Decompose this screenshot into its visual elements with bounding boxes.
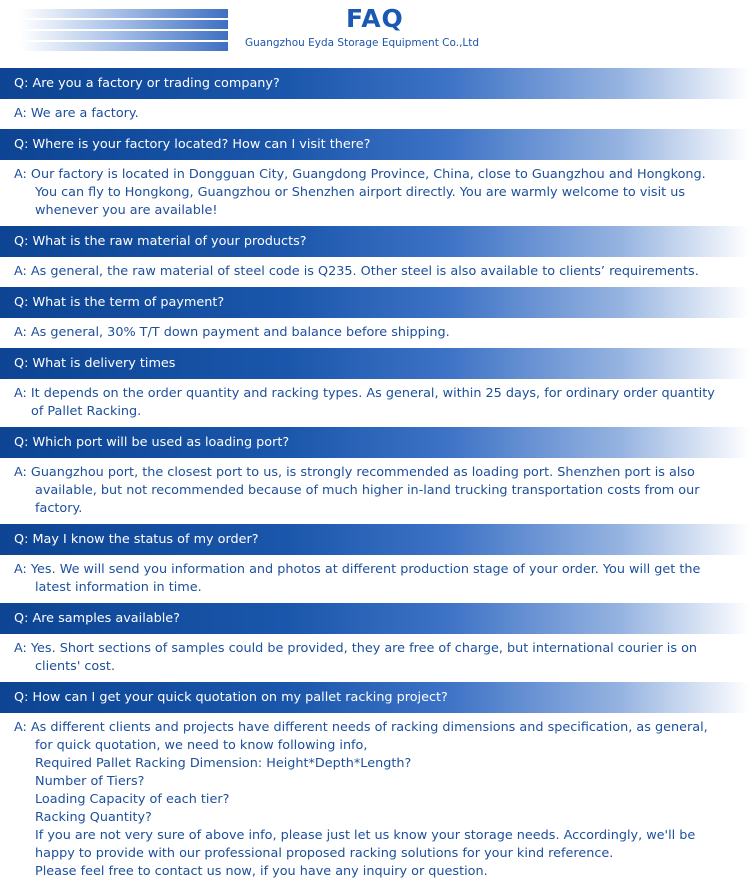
faq-question: Q: How can I get your quick quotation on my pallet racking project? <box>0 682 750 713</box>
answer-line: happy to provide with our professional proposed racking solutions for your kind reference. <box>35 846 614 861</box>
answer-line: Racking Quantity? <box>35 810 152 825</box>
answer-line: A: As general, the raw material of steel code is Q235. Other steel is also available to clients’ requirements. <box>14 264 699 279</box>
faq-answer <box>0 634 750 682</box>
faq-question: Q: What is the term of payment? <box>0 287 750 318</box>
answer-line: A: Yes. Short sections of samples could be provided, they are free of charge, but international courier is on <box>14 641 698 656</box>
answer-line: available, but not recommended because of much higher in-land trucking transportation costs from our <box>35 483 700 498</box>
faq-question: Q: Are you a factory or trading company? <box>0 68 750 99</box>
faq-question: Q: May I know the status of my order? <box>0 524 750 555</box>
answer-line: Loading Capacity of each tier? <box>35 792 230 807</box>
answer-line: of Pallet Racking. <box>31 404 142 419</box>
company-name: Guangzhou Eyda Storage Equipment Co.,Ltd <box>245 37 480 49</box>
faq-question: Q: Are samples available? <box>0 603 750 634</box>
answer-line: If you are not very sure of above info, please just let us know your storage needs. Accordingly, we'll be <box>35 828 696 843</box>
faq-question: Q: What is the raw material of your products? <box>0 226 750 257</box>
faq-answer <box>0 257 750 287</box>
faq-question: Q: Where is your factory located? How can I visit there? <box>0 129 750 160</box>
answer-line: factory. <box>35 501 83 516</box>
header-decor-bar <box>20 31 228 40</box>
answer-line: A: Our factory is located in Dongguan City, Guangdong Province, China, close to Guangzhou and Hongkong. <box>14 167 706 182</box>
faq-answer <box>0 379 750 427</box>
faq-question: Q: What is delivery times <box>0 348 750 379</box>
answer-line: latest information in time. <box>35 580 202 595</box>
faq-answer <box>0 555 750 603</box>
faq-list <box>0 68 750 887</box>
header-decor-bar <box>20 20 228 29</box>
answer-line: A: We are a factory. <box>14 106 139 121</box>
answer-line: whenever you are available! <box>35 203 218 218</box>
answer-line: A: Guangzhou port, the closest port to us, is strongly recommended as loading port. Shenzhen port is also <box>14 465 695 480</box>
faq-answer <box>0 713 750 887</box>
answer-line: A: As different clients and projects have different needs of racking dimensions and specification, as general, <box>14 720 708 735</box>
faq-question: Q: Which port will be used as loading port? <box>0 427 750 458</box>
answer-line: You can fly to Hongkong, Guangzhou or Shenzhen airport directly. You are warmly welcome to visit us <box>35 185 685 200</box>
answer-line: A: As general, 30% T/T down payment and balance before shipping. <box>14 325 450 340</box>
answer-line: for quick quotation, we need to know following info, <box>35 738 368 753</box>
faq-answer <box>0 318 750 348</box>
answer-line: A: It depends on the order quantity and racking types. As general, within 25 days, for ordinary order quantity <box>14 386 715 401</box>
answer-line: Please feel free to contact us now, if you have any inquiry or question. <box>35 864 488 879</box>
answer-line: clients' cost. <box>35 659 116 674</box>
answer-line: A: Yes. We will send you information and photos at different production stage of your order. You will get the <box>14 562 701 577</box>
faq-answer <box>0 99 750 129</box>
answer-line: Required Pallet Racking Dimension: Height*Depth*Length? <box>35 756 412 771</box>
header-decor-bar <box>20 42 228 51</box>
header-decor-bar <box>20 9 228 18</box>
faq-answer <box>0 458 750 524</box>
page-title: FAQ <box>346 4 404 33</box>
faq-answer <box>0 160 750 226</box>
header <box>0 0 750 68</box>
answer-line: Number of Tiers? <box>35 774 145 789</box>
